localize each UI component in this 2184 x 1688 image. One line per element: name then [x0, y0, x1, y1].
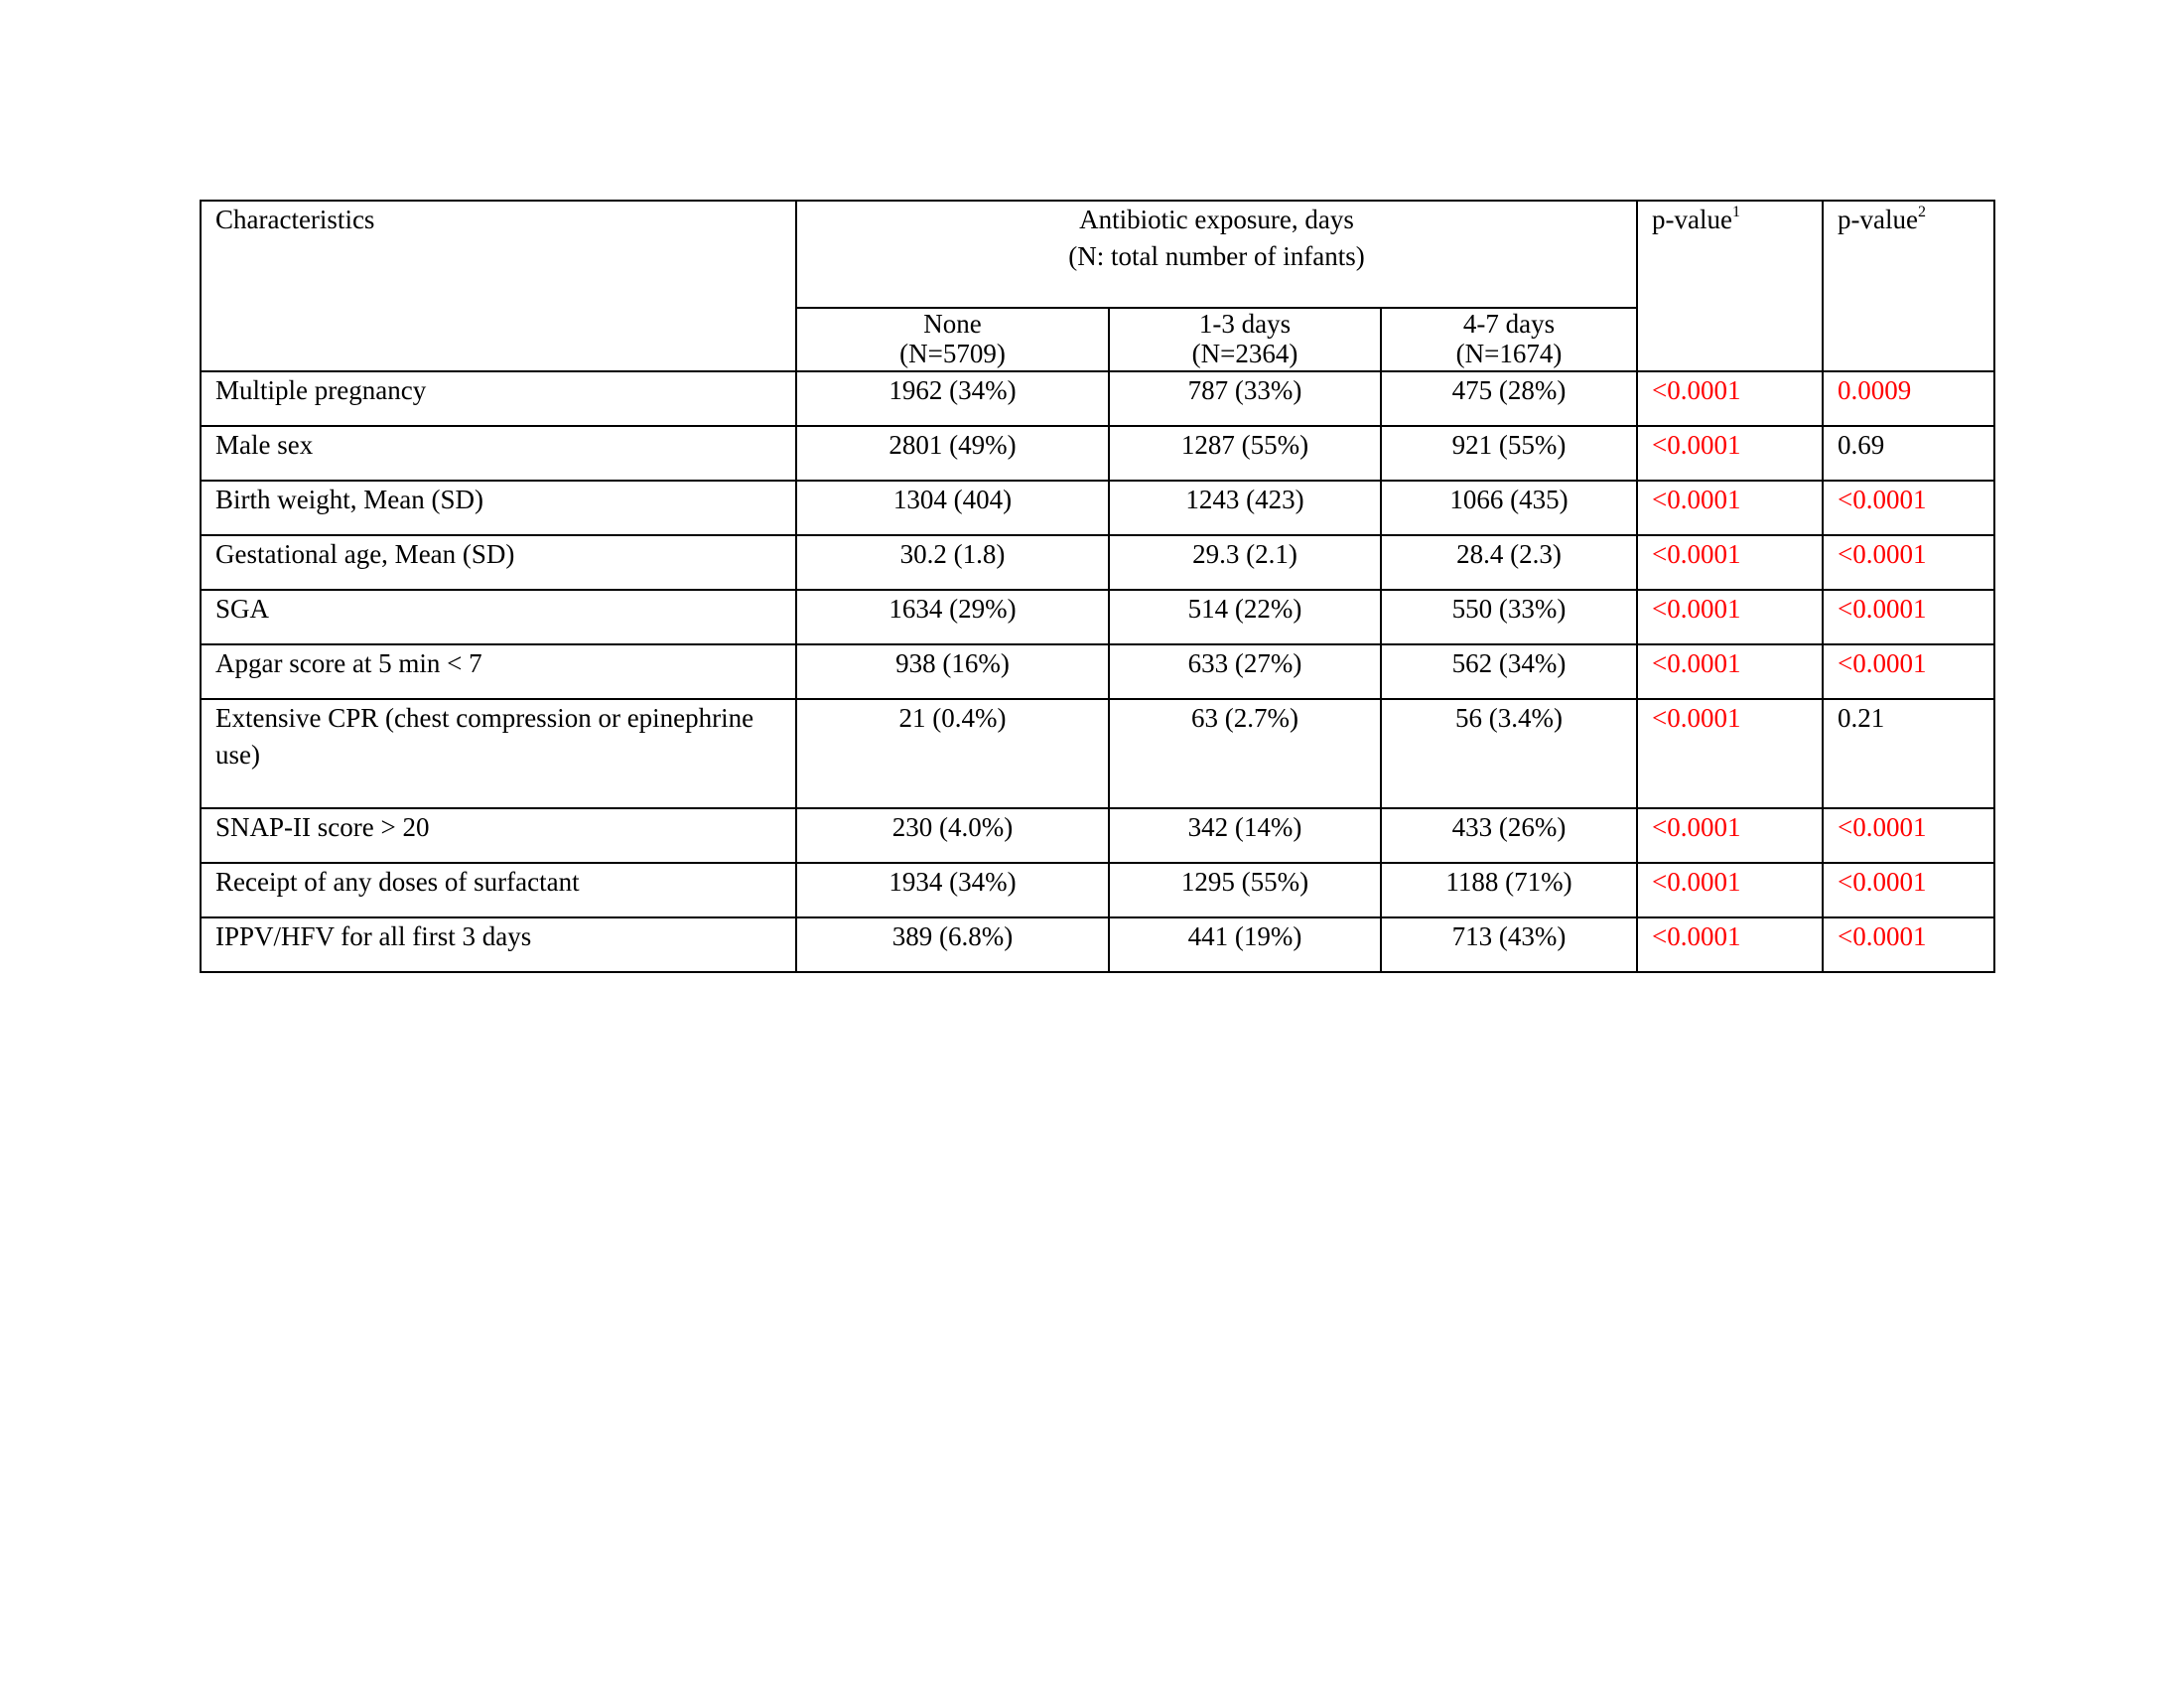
cell-pvalue1: <0.0001 — [1637, 644, 1823, 699]
cell-4-7-days: 1188 (71%) — [1381, 863, 1637, 917]
characteristics-table — [200, 200, 1995, 973]
group-count: (N=5709) — [899, 339, 1006, 368]
header-group-none — [796, 308, 1109, 371]
cell-pvalue1: <0.0001 — [1637, 371, 1823, 426]
cell-1-3-days: 63 (2.7%) — [1109, 699, 1381, 808]
cell-1-3-days: 514 (22%) — [1109, 590, 1381, 644]
row-label: Multiple pregnancy — [201, 371, 796, 426]
cell-pvalue1: <0.0001 — [1637, 863, 1823, 917]
cell-1-3-days: 1287 (55%) — [1109, 426, 1381, 481]
cell-pvalue1: <0.0001 — [1637, 699, 1823, 808]
cell-pvalue2: <0.0001 — [1823, 644, 1994, 699]
table-row — [201, 481, 1994, 535]
row-label: Apgar score at 5 min < 7 — [201, 644, 796, 699]
cell-pvalue2: <0.0001 — [1823, 808, 1994, 863]
table-row — [201, 808, 1994, 863]
header-row-1 — [201, 201, 1994, 308]
table-row — [201, 535, 1994, 590]
group-count: (N=2364) — [1191, 339, 1298, 368]
cell-pvalue2: <0.0001 — [1823, 481, 1994, 535]
cell-pvalue2: 0.21 — [1823, 699, 1994, 808]
header-pvalue1 — [1637, 201, 1823, 371]
cell-4-7-days: 713 (43%) — [1381, 917, 1637, 972]
header-pvalue1-label: p-value — [1652, 205, 1732, 234]
cell-pvalue2: 0.69 — [1823, 426, 1994, 481]
cell-1-3-days: 342 (14%) — [1109, 808, 1381, 863]
header-group-4-7-days — [1381, 308, 1637, 371]
group-count: (N=1674) — [1455, 339, 1563, 368]
cell-4-7-days: 550 (33%) — [1381, 590, 1637, 644]
cell-1-3-days: 441 (19%) — [1109, 917, 1381, 972]
cell-none: 1304 (404) — [796, 481, 1109, 535]
cell-1-3-days: 1243 (423) — [1109, 481, 1381, 535]
row-label: Gestational age, Mean (SD) — [201, 535, 796, 590]
cell-1-3-days: 633 (27%) — [1109, 644, 1381, 699]
cell-1-3-days: 787 (33%) — [1109, 371, 1381, 426]
cell-none: 21 (0.4%) — [796, 699, 1109, 808]
header-antibiotic-exposure — [796, 201, 1637, 308]
header-characteristics-text: Characteristics — [215, 205, 375, 234]
row-label: Male sex — [201, 426, 796, 481]
table-row — [201, 590, 1994, 644]
header-group-1-3-days — [1109, 308, 1381, 371]
cell-1-3-days: 29.3 (2.1) — [1109, 535, 1381, 590]
cell-pvalue1: <0.0001 — [1637, 535, 1823, 590]
header-pvalue2 — [1823, 201, 1994, 371]
cell-pvalue2: <0.0001 — [1823, 917, 1994, 972]
cell-4-7-days: 56 (3.4%) — [1381, 699, 1637, 808]
cell-none: 389 (6.8%) — [796, 917, 1109, 972]
cell-4-7-days: 1066 (435) — [1381, 481, 1637, 535]
row-label: Receipt of any doses of surfactant — [201, 863, 796, 917]
cell-none: 1634 (29%) — [796, 590, 1109, 644]
table-row — [201, 644, 1994, 699]
cell-none: 1962 (34%) — [796, 371, 1109, 426]
cell-4-7-days: 433 (26%) — [1381, 808, 1637, 863]
header-exposure-line1: Antibiotic exposure, days — [1079, 205, 1354, 234]
row-label: SGA — [201, 590, 796, 644]
row-label: IPPV/HFV for all first 3 days — [201, 917, 796, 972]
cell-pvalue2: <0.0001 — [1823, 590, 1994, 644]
cell-none: 230 (4.0%) — [796, 808, 1109, 863]
cell-pvalue1: <0.0001 — [1637, 426, 1823, 481]
table-row — [201, 426, 1994, 481]
table-row — [201, 699, 1994, 808]
cell-none: 1934 (34%) — [796, 863, 1109, 917]
table-row — [201, 917, 1994, 972]
cell-4-7-days: 921 (55%) — [1381, 426, 1637, 481]
cell-none: 938 (16%) — [796, 644, 1109, 699]
cell-4-7-days: 562 (34%) — [1381, 644, 1637, 699]
header-pvalue1-footnote: 1 — [1732, 204, 1740, 220]
table-row — [201, 863, 1994, 917]
header-characteristics — [201, 201, 796, 371]
cell-pvalue2: 0.0009 — [1823, 371, 1994, 426]
header-pvalue2-footnote: 2 — [1918, 204, 1926, 220]
row-label: SNAP-II score > 20 — [201, 808, 796, 863]
cell-1-3-days: 1295 (55%) — [1109, 863, 1381, 917]
group-name: 1-3 days — [1198, 309, 1292, 339]
cell-pvalue1: <0.0001 — [1637, 808, 1823, 863]
cell-none: 30.2 (1.8) — [796, 535, 1109, 590]
row-label: Birth weight, Mean (SD) — [201, 481, 796, 535]
cell-none: 2801 (49%) — [796, 426, 1109, 481]
cell-4-7-days: 28.4 (2.3) — [1381, 535, 1637, 590]
table-row — [201, 371, 1994, 426]
cell-pvalue1: <0.0001 — [1637, 590, 1823, 644]
cell-4-7-days: 475 (28%) — [1381, 371, 1637, 426]
cell-pvalue2: <0.0001 — [1823, 535, 1994, 590]
cell-pvalue2: <0.0001 — [1823, 863, 1994, 917]
header-pvalue2-label: p-value — [1838, 205, 1918, 234]
group-name: None — [923, 309, 982, 339]
group-name: 4-7 days — [1462, 309, 1556, 339]
header-exposure-line2: (N: total number of infants) — [1068, 241, 1365, 271]
cell-pvalue1: <0.0001 — [1637, 917, 1823, 972]
row-label: Extensive CPR (chest compression or epinephrine use) — [201, 699, 796, 808]
cell-pvalue1: <0.0001 — [1637, 481, 1823, 535]
